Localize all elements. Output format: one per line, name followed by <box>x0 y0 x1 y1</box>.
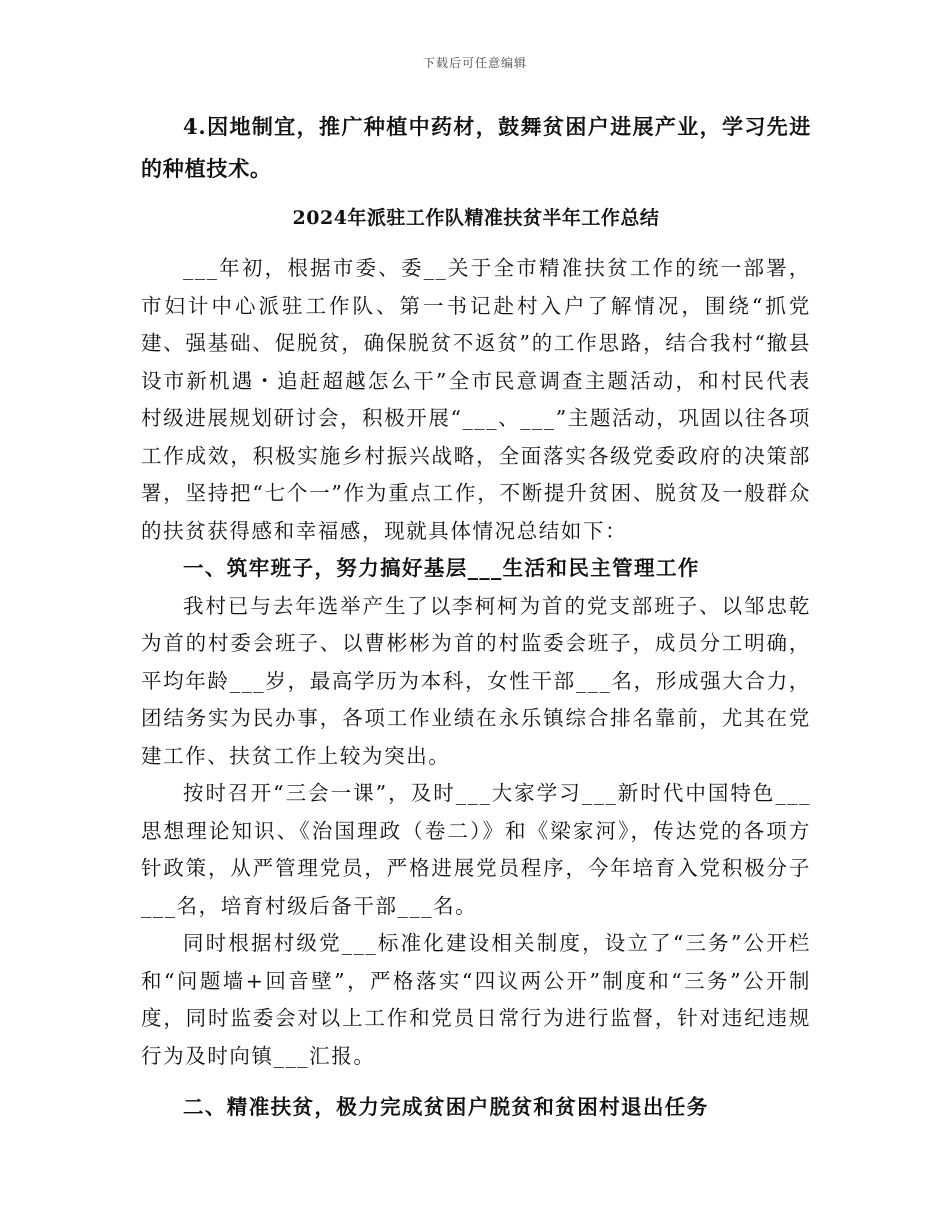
paragraph-intro: ___年初，根据市委、委__关于全市精准扶贫工作的统一部署，市妇计中心派驻工作队、第一书记赴村入户了解情况，围绕“抓党建、强基础、促脱贫，确保脱贫不返贫”的工作思路，结合我村“撤县设市新机遇・追赶超越怎么干”全市民意调查主题活动，和村民代表村级进展规划研讨会，积极开展“___、___”主题活动，巩固以往各项工作成效，积极实施乡村振兴战略，全面落实各级党委政府的决策部署，坚持把“七个一”作为重点工作，不断提升贫困、脱贫及一般群众的扶贫获得感和幸福感，现就具体情况总结如下： <box>141 256 811 543</box>
section-heading-1: 一、筑牢班子，努力搞好基层___生活和民主管理工作 <box>183 556 700 580</box>
document-title: 2024年派驻工作队精准扶贫半年工作总结 <box>292 207 660 229</box>
paragraph-team: 我村已与去年选举产生了以李柯柯为首的党支部班子、以邹忠乾为首的村委会班子、以曹彬彬为首的村监委会班子，成员分工明确，平均年龄___岁，最高学历为本科，女性干部___名，形成强大合力，团结务实为民办事，各项工作业绩在永乐镇综合排名靠前，尤其在党建工作、扶贫工作上较为突出。 <box>141 593 811 768</box>
page-header-note: 下载后可任意编辑 <box>422 56 527 70</box>
intro-item: 4.因地制宜，推广种植中药材，鼓舞贫困户进展产业，学习先进的种植技术。 <box>141 114 811 181</box>
paragraph-standards: 同时根据村级党___标准化建设相关制度，设立了“三务”公开栏和“问题墙+回音壁”，严格落实“四议两公开”制度和“三务”公开制度，同时监委会对以上工作和党员日常行为进行监督，针对违纪违规行为及时向镇___汇报。 <box>141 931 811 1068</box>
document-body <box>141 106 811 1127</box>
section-heading-2: 二、精准扶贫，极力完成贫困户脱贫和贫困村退出任务 <box>183 1095 709 1119</box>
paragraph-meetings: 按时召开“三会一课”，及时___大家学习___新时代中国特色___思想理论知识、《治国理政（卷二）》和《梁家河》，传达党的各项方针政策，从严管理党员，严格进展党员程序，今年培育入党积极分子___名，培育村级后备干部___名。 <box>141 781 811 918</box>
